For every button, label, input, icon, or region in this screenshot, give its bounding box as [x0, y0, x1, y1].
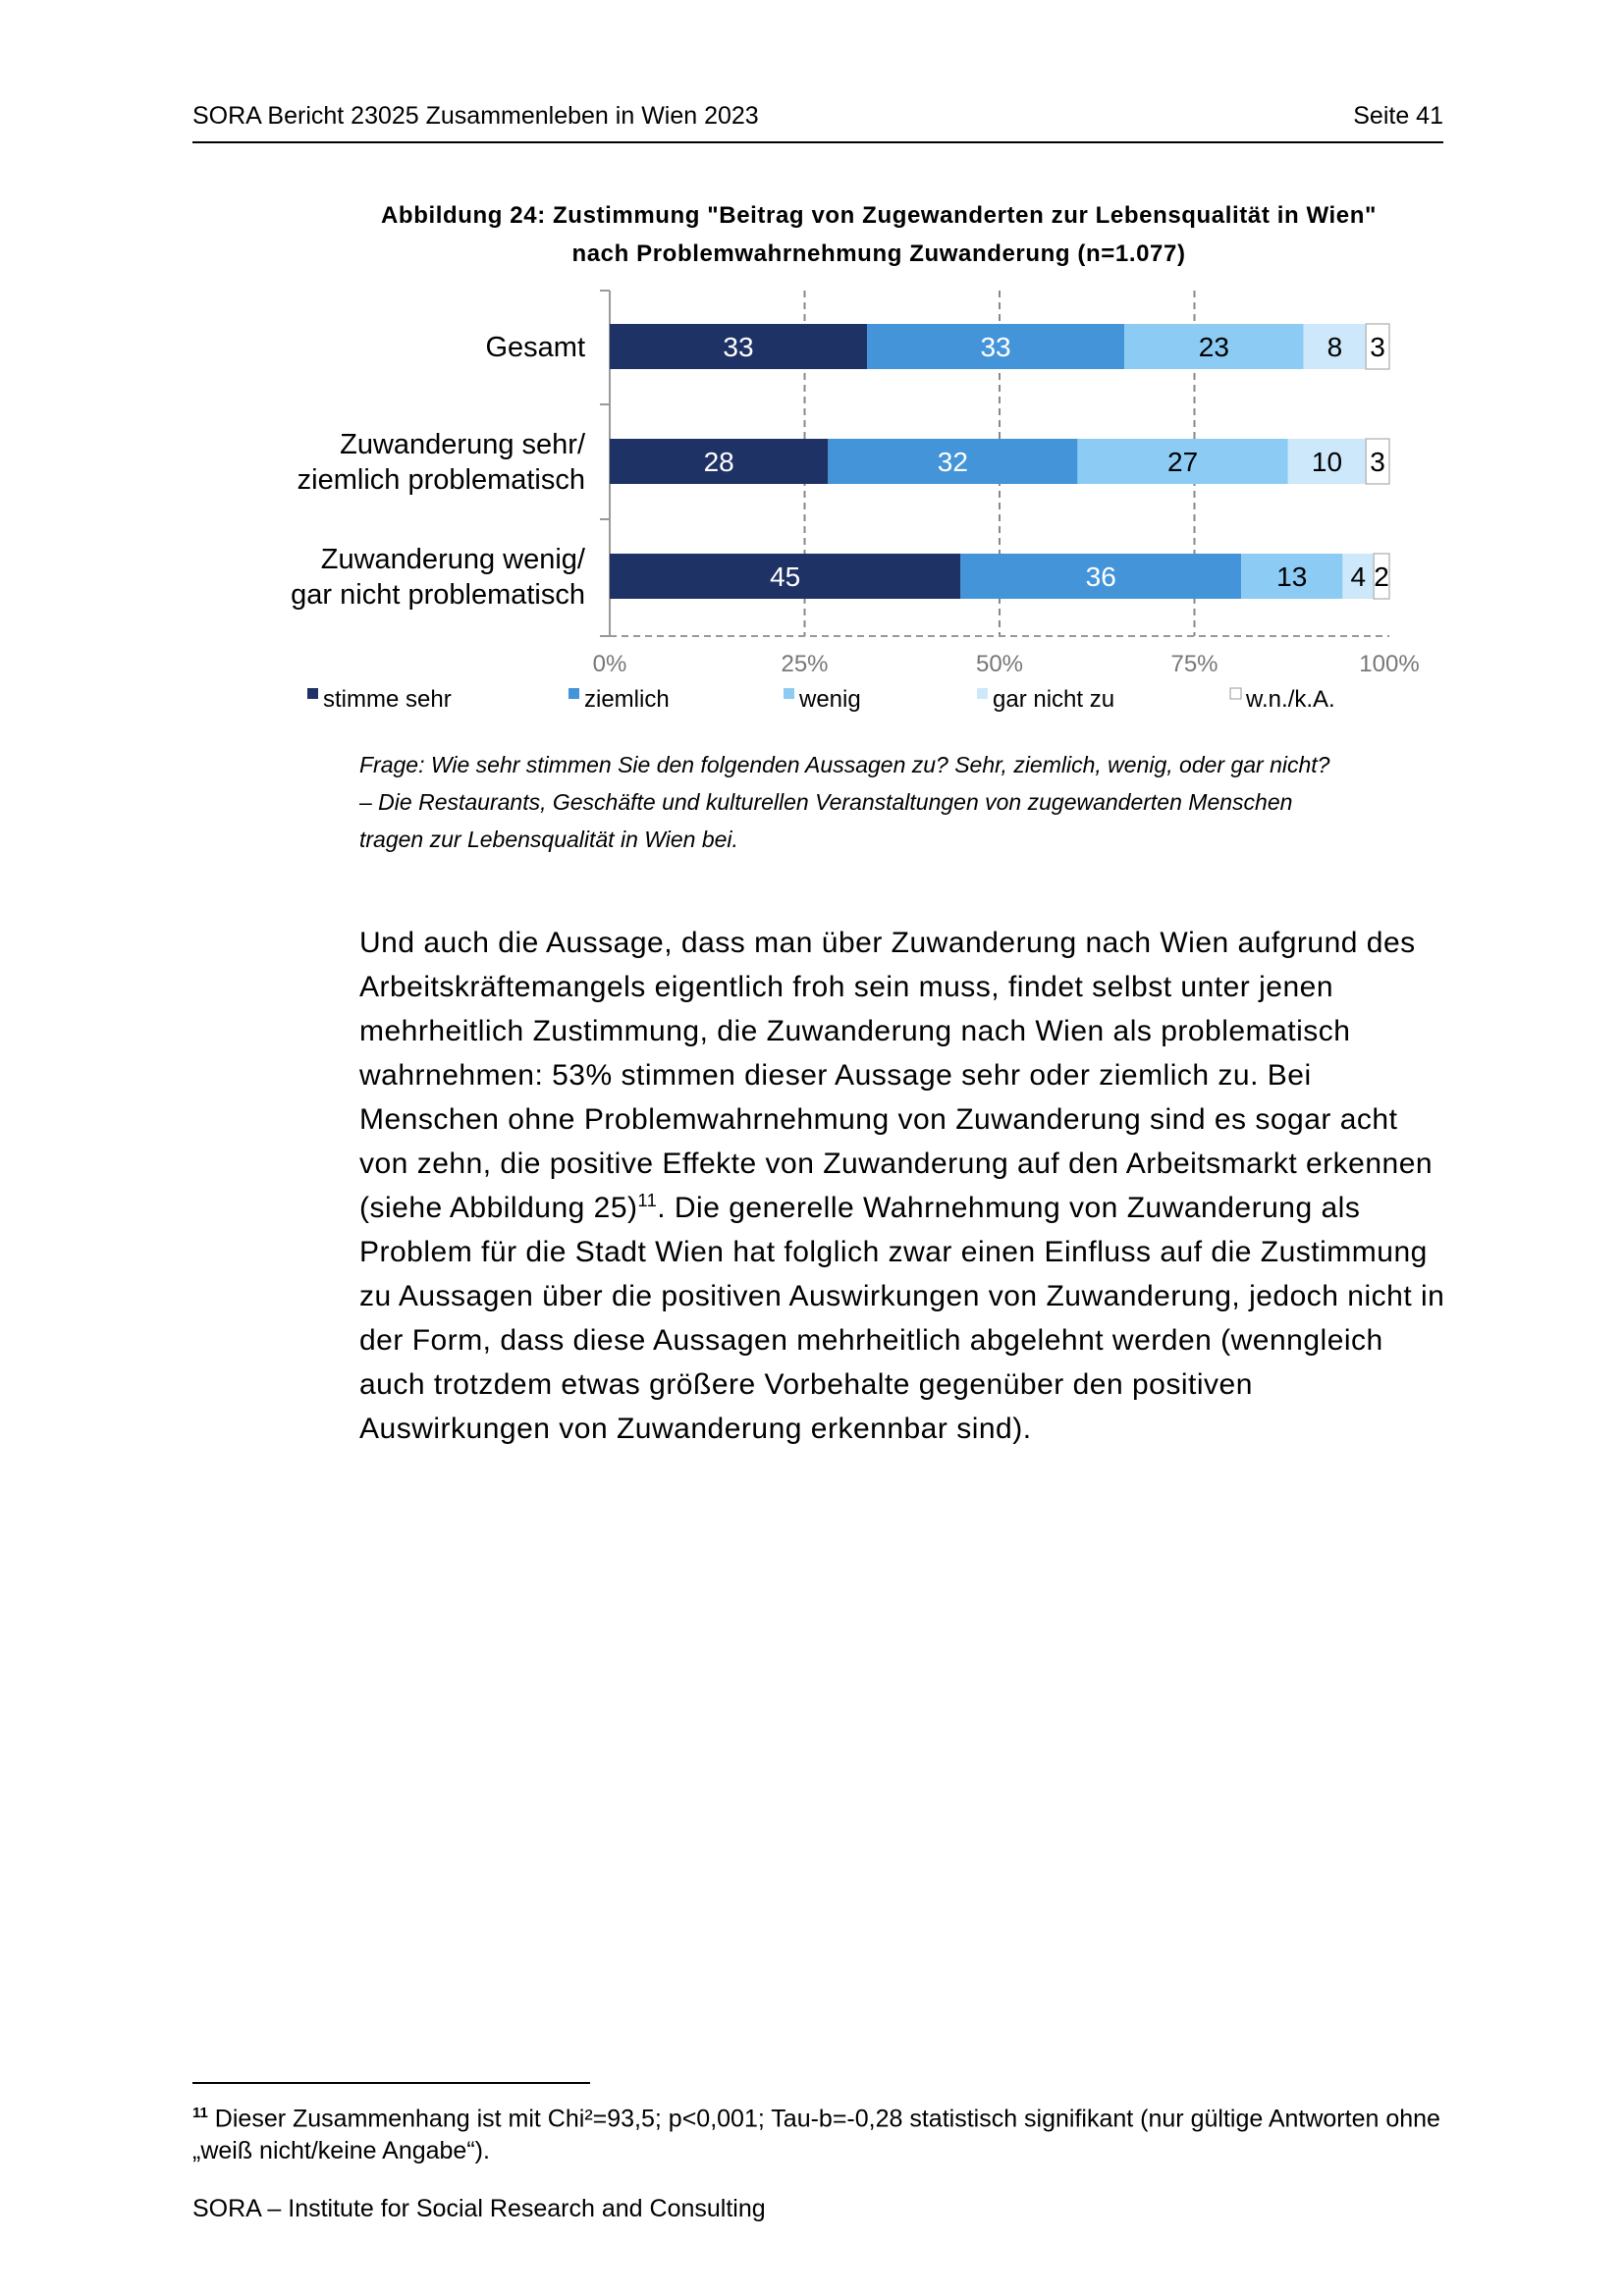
- footnote: [192, 2097, 1459, 2167]
- bar-data-label: 36: [1085, 561, 1116, 592]
- legend-swatch: [784, 688, 794, 699]
- category-label: Zuwanderung sehr/: [340, 429, 585, 460]
- bar-data-label: 3: [1370, 332, 1385, 362]
- caption-line3: tragen zur Lebensqualität in Wien bei.: [359, 827, 738, 852]
- x-tick-label: 75%: [1170, 651, 1218, 677]
- bar-data-label: 32: [937, 447, 968, 477]
- legend-label: ziemlich: [584, 686, 670, 713]
- bar-data-label: 13: [1276, 561, 1308, 592]
- footnote-number: 11: [192, 2105, 208, 2121]
- x-tick-label: 0%: [592, 651, 627, 677]
- bar-data-label: 28: [703, 447, 734, 477]
- bar-data-label: 45: [770, 561, 801, 592]
- bar-data-label: 33: [980, 332, 1011, 362]
- page-footer: SORA – Institute for Social Research and Consulting: [192, 2195, 766, 2222]
- x-tick-label: 50%: [975, 651, 1024, 677]
- footnote-reference[interactable]: 11: [637, 1191, 658, 1210]
- bar-data-label: 10: [1311, 447, 1343, 477]
- caption-line2: – Die Restaurants, Geschäfte und kulturellen Veranstaltungen von zugewanderten Menschen: [359, 789, 1293, 815]
- legend-label: wenig: [799, 686, 861, 713]
- legend-label: stimme sehr: [323, 686, 452, 713]
- bar-data-label: 23: [1198, 332, 1229, 362]
- figure-caption: [359, 746, 1449, 858]
- figure-title-line1: Abbildung 24: Zustimmung "Beitrag von Zugewanderten zur Lebensqualität in Wien": [381, 202, 1377, 229]
- bar-data-label: 8: [1326, 332, 1343, 362]
- bar-data-label: 2: [1374, 561, 1389, 592]
- footnote-text: Dieser Zusammenhang ist mit Chi²=93,5; p<0,001; Tau-b=-0,28 statistisch signifikant (nur gültige Antworten ohne „weiß nicht/keine Angabe“).: [192, 2105, 1440, 2165]
- bar-data-label: 3: [1370, 447, 1385, 477]
- header-report-title: SORA Bericht 23025 Zusammenleben in Wien 2023: [192, 102, 759, 130]
- category-label: Gesamt: [485, 332, 585, 363]
- figure-title-line2: nach Problemwahrnehmung Zuwanderung (n=1.077): [571, 240, 1186, 267]
- stacked-bar-chart: [0, 0, 1624, 726]
- legend-label: gar nicht zu: [993, 686, 1115, 713]
- bar-data-label: 4: [1350, 561, 1367, 592]
- x-tick-label: 25%: [781, 651, 829, 677]
- body-text-part1: Und auch die Aussage, dass man über Zuwanderung nach Wien aufgrund des Arbeitskräftemangels eigentlich froh sein muss, findet selbst unter jenen mehrheitlich Zustimmung, die Zuwanderung nach Wien als problematisch wahrnehmen: 53% stimmen dieser Aussage sehr oder ziemlich zu. Bei Menschen ohne Problemwahrnehmung von Zuwanderung sind es sogar acht von zehn, die positive Effekte von Zuwanderung auf den Arbeitsmarkt erkennen (siehe Abbildung 25): [359, 927, 1434, 1224]
- footnote-separator: [192, 2082, 590, 2084]
- category-label: ziemlich problematisch: [297, 464, 585, 496]
- header-page-number: Seite 41: [1353, 102, 1443, 130]
- category-label: Zuwanderung wenig/: [320, 544, 585, 575]
- body-text-part2: . Die generelle Wahrnehmung von Zuwanderung als Problem für die Stadt Wien hat folglich zwar einen Einfluss auf die Zustimmung zu Aussagen über die positiven Auswirkungen von Zuwanderung, jedoch nicht in der Form, dass diese Aussagen mehrheitlich abgelehnt werden (wenngleich auch trotzdem etwas größere Vorbehalte gegenüber den positiven Auswirkungen von Zuwanderung erkennbar sind).: [359, 1192, 1445, 1445]
- category-label: gar nicht problematisch: [291, 579, 585, 611]
- legend-swatch: [1230, 688, 1241, 699]
- caption-line1: Frage: Wie sehr stimmen Sie den folgenden Aussagen zu? Sehr, ziemlich, wenig, oder gar nicht?: [359, 752, 1330, 777]
- bar-data-label: 33: [723, 332, 754, 362]
- legend-swatch: [977, 688, 988, 699]
- legend-swatch: [568, 688, 579, 699]
- x-tick-label: 100%: [1359, 651, 1420, 677]
- legend-label: w.n./k.A.: [1246, 686, 1335, 713]
- bar-data-label: 27: [1167, 447, 1199, 477]
- body-paragraph: [359, 921, 1449, 1451]
- legend-swatch: [307, 688, 318, 699]
